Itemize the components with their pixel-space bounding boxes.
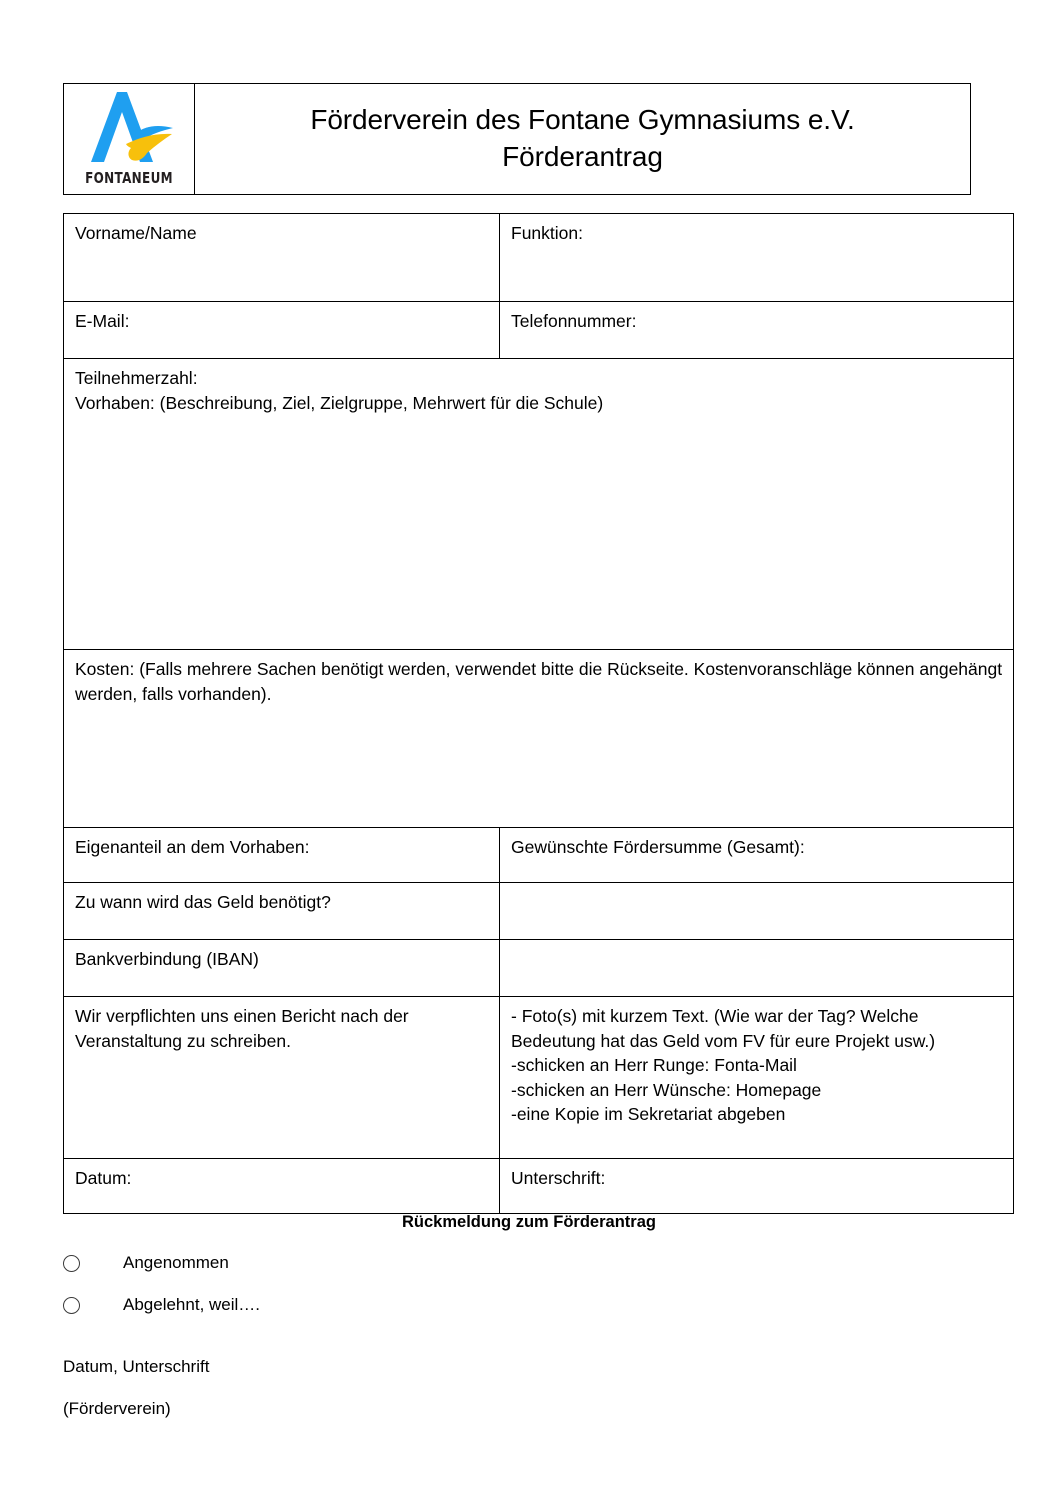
application-form-table (63, 213, 1014, 1214)
table-row-email (64, 302, 1014, 359)
field-bericht-hinweise (500, 997, 1014, 1159)
signature-label-foerderverein: (Förderverein) (63, 1399, 171, 1418)
field-telefonnummer[interactable] (500, 302, 1014, 359)
feedback-option-angenommen[interactable] (63, 1253, 229, 1273)
fontaneum-logo (70, 90, 188, 188)
table-row-eigenanteil (64, 828, 1014, 883)
table-row-kosten (64, 650, 1014, 828)
document-header (63, 83, 971, 195)
table-row-bericht (64, 997, 1014, 1159)
title-cell (195, 84, 971, 195)
label-foerdersumme: Gewünschte Fördersumme (Gesamt): (511, 837, 805, 857)
label-telefonnummer: Telefonnummer: (511, 311, 637, 331)
label-eigenanteil: Eigenanteil an dem Vorhaben: (75, 837, 310, 857)
radio-circle-icon[interactable] (63, 1297, 80, 1314)
field-vorhaben[interactable] (64, 359, 1014, 650)
field-datum[interactable] (64, 1159, 500, 1214)
label-teilnehmerzahl: Teilnehmerzahl: (75, 368, 198, 388)
field-unterschrift[interactable] (500, 1159, 1014, 1214)
label-datum: Datum: (75, 1168, 132, 1188)
table-row-name (64, 214, 1014, 302)
bericht-hinweis-runge: -schicken an Herr Runge: Fonta-Mail (511, 1055, 797, 1075)
label-unterschrift: Unterschrift: (511, 1168, 606, 1188)
field-foerdersumme[interactable] (500, 828, 1014, 883)
table-row-vorhaben (64, 359, 1014, 650)
signature-label-datum-unterschrift: Datum, Unterschrift (63, 1357, 210, 1376)
feedback-option-label: Abgelehnt, weil…. (123, 1295, 261, 1314)
field-bankverbindung-label[interactable] (64, 940, 500, 997)
label-vorname-name: Vorname/Name (75, 223, 197, 243)
page-title-line2: Förderantrag (502, 141, 663, 172)
field-zuwann-value[interactable] (500, 883, 1014, 940)
logo-wordmark: FONTANEUM (85, 169, 173, 187)
label-funktion: Funktion: (511, 223, 583, 243)
field-bankverbindung-value[interactable] (500, 940, 1014, 997)
radio-circle-icon[interactable] (63, 1255, 80, 1272)
table-row-datum (64, 1159, 1014, 1214)
table-row-bankverbindung (64, 940, 1014, 997)
field-eigenanteil[interactable] (64, 828, 500, 883)
feedback-heading: Rückmeldung zum Förderantrag (402, 1213, 656, 1231)
field-zuwann-label[interactable] (64, 883, 500, 940)
feedback-option-label: Angenommen (123, 1253, 229, 1272)
field-email[interactable] (64, 302, 500, 359)
label-kosten: Kosten: (Falls mehrere Sachen benötigt werden, verwendet bitte die Rückseite. Kostenvoranschläge können angehängt werden, falls vorhanden). (75, 659, 1003, 704)
bericht-hinweis-wuensche: -schicken an Herr Wünsche: Homepage (511, 1079, 822, 1100)
table-row-zuwann (64, 883, 1014, 940)
feedback-option-abgelehnt[interactable] (63, 1295, 260, 1315)
label-bankverbindung: Bankverbindung (IBAN) (75, 949, 259, 969)
field-bericht-verpflichtung (64, 997, 500, 1159)
label-bericht-verpflichtung: Wir verpflichten uns einen Bericht nach der Veranstaltung zu schreiben. (75, 1006, 409, 1051)
field-kosten[interactable] (64, 650, 1014, 828)
logo-cell (64, 84, 195, 195)
bericht-hinweis-sekretariat: -eine Kopie im Sekretariat abgeben (511, 1104, 786, 1124)
field-vorname-name[interactable] (64, 214, 500, 302)
label-zuwann: Zu wann wird das Geld benötigt? (75, 892, 331, 912)
field-funktion[interactable] (500, 214, 1014, 302)
label-email: E-Mail: (75, 311, 130, 331)
logo-mark-icon (77, 90, 181, 170)
bericht-hinweis-foto: - Foto(s) mit kurzem Text. (Wie war der Tag? Welche Bedeutung hat das Geld vom FV für eure Projekt usw.) (511, 1006, 936, 1051)
page-title-line1: Förderverein des Fontane Gymnasiums e.V. (310, 104, 855, 136)
label-vorhaben: Vorhaben: (Beschreibung, Ziel, Zielgruppe, Mehrwert für die Schule) (75, 392, 604, 413)
